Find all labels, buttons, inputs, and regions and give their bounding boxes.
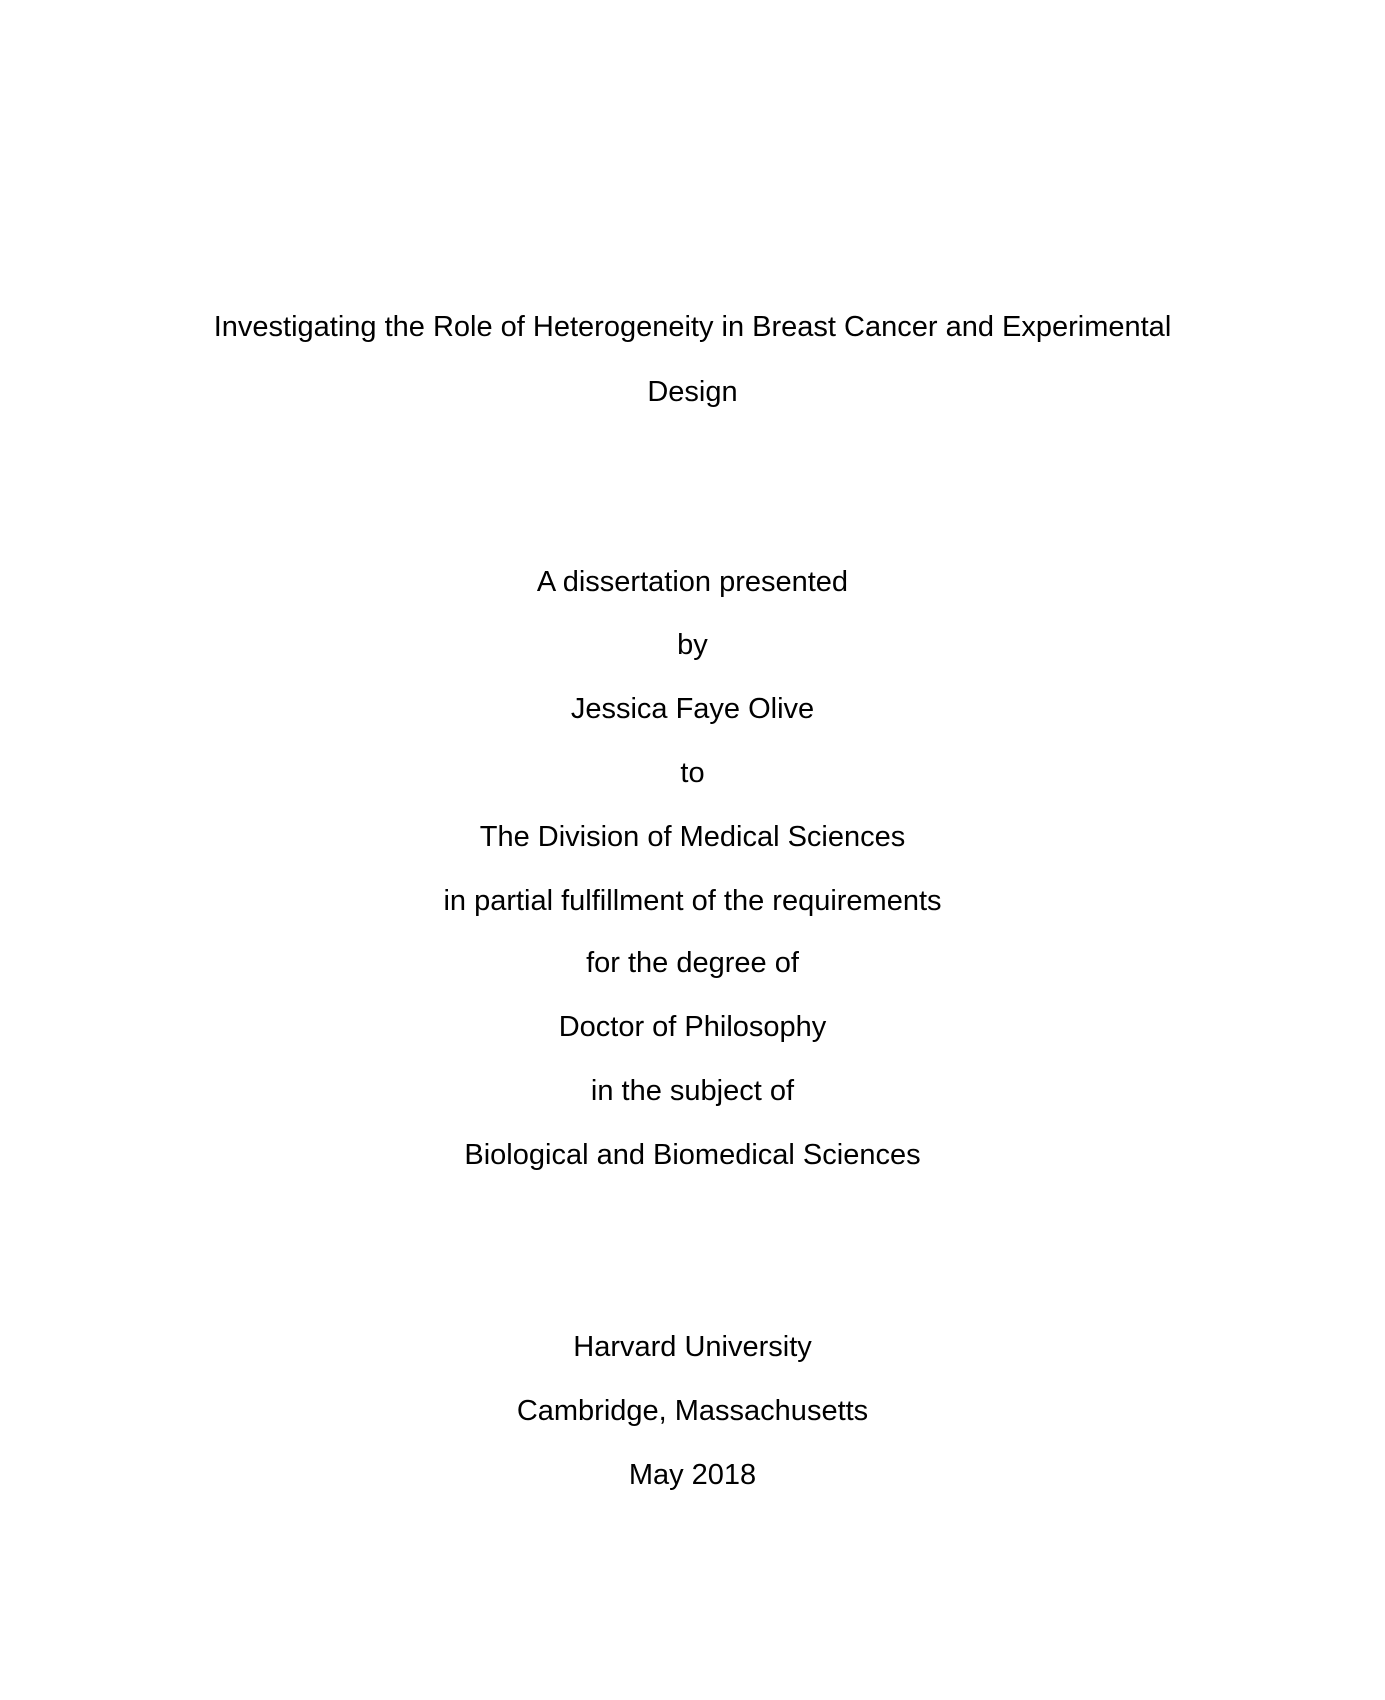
subject-name: Biological and Biomedical Sciences <box>464 1139 921 1171</box>
presented-statement: A dissertation presented <box>536 566 849 598</box>
dissertation-title-line-2: Design <box>647 376 738 408</box>
dissertation-title-line-1: Investigating the Role of Heterogeneity in Breast Cancer and Experimental <box>213 311 1172 343</box>
submission-date: May 2018 <box>628 1459 757 1491</box>
fulfillment-statement: in partial fulfillment of the requirements <box>443 885 942 917</box>
degree-name: Doctor of Philosophy <box>558 1011 827 1043</box>
author-name: Jessica Faye Olive <box>570 693 815 725</box>
subject-of-text: in the subject of <box>590 1075 795 1107</box>
to-text: to <box>680 757 705 789</box>
degree-of-text: for the degree of <box>586 947 799 979</box>
university-name: Harvard University <box>573 1331 812 1363</box>
by-text: by <box>677 629 708 661</box>
division-name: The Division of Medical Sciences <box>479 821 906 853</box>
university-location: Cambridge, Massachusetts <box>516 1395 869 1427</box>
